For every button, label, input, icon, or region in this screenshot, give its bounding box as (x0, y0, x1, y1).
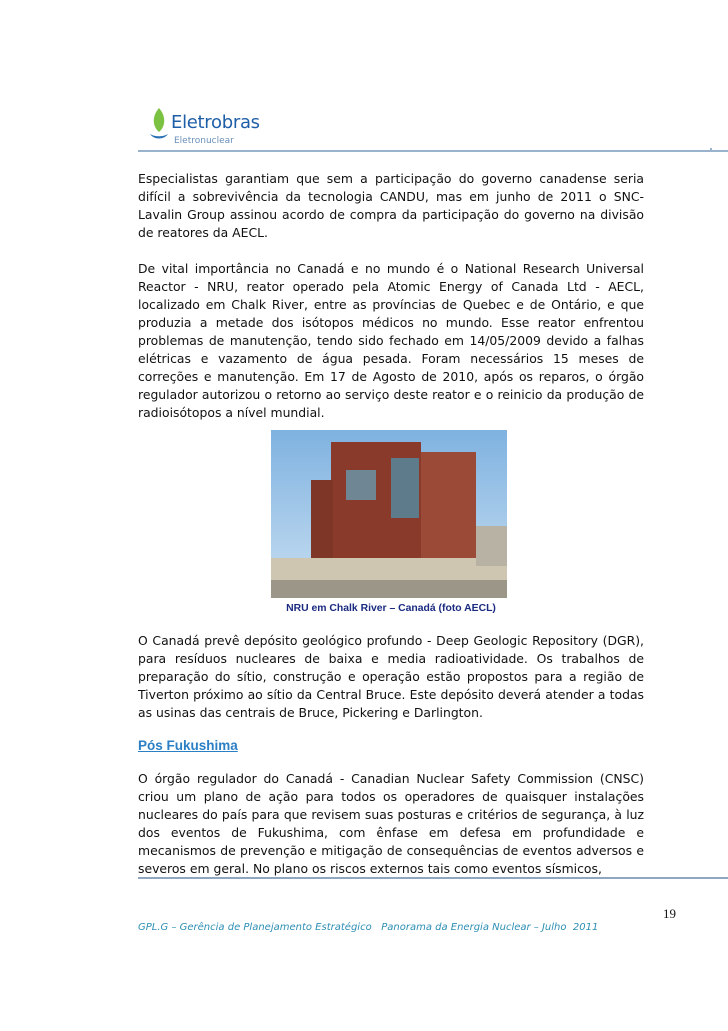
page-number: 19 (663, 906, 676, 921)
figure-caption: NRU em Chalk River – Canadá (foto AECL) (286, 603, 496, 614)
footer-text: GPL.G – Gerência de Planejamento Estratégico Panorama da Energia Nuclear – Julho 2011 (138, 922, 599, 933)
paragraph-1: Especialistas garantiam que sem a participação do governo canadense seria difícil a sobrevivência da tecnologia CANDU, mas em junho de 2011 o SNC-Lavalin Group assinou acordo de compra da participação do governo na divisão de reatores da AECL. (138, 171, 644, 240)
logo-text: Eletrobras (171, 112, 260, 133)
header-divider (138, 150, 728, 152)
eletrobras-logo (148, 96, 268, 152)
paragraph-4: O órgão regulador do Canadá - Canadian Nuclear Safety Commission (CNSC) criou um plano de ação para todos os operadores de quaisquer instalações nucleares do país para que revisem suas posturas e critérios de segurança, à luz dos eventos de Fukushima, com ênfase em defesa em profundidade e mecanismos de prevenção e mitigação de consequências de eventos adversos e severos em geral. No plano os riscos externos tais como eventos sísmicos, (138, 771, 644, 876)
eletrobras-leaf-icon (148, 106, 170, 146)
footer-divider (138, 877, 728, 879)
logo-subtext: Eletronuclear (174, 136, 234, 146)
section-heading: Pós Fukushima (138, 738, 238, 753)
paragraph-2: De vital importância no Canadá e no mundo é o National Research Universal Reactor - NRU, reator operado pela Atomic Energy of Canada Ltd - AECL, localizado em Chalk River, entre as províncias de Quebec e de Ontário, e que produzia a metade dos isótopos médicos no mundo. Esse reator enfrentou problemas de manutenção, tendo sido fechado em 14/05/2009 devido a falhas elétricas e vazamento de água pesada. Foram necessários 15 meses de correções e manutenção. Em 17 de Agosto de 2010, após os reparos, o órgão regulador autorizou o retorno ao serviço deste reator e o reinicio da produção de radioisótopos a nível mundial. (138, 261, 644, 420)
nru-reactor-photo (271, 430, 507, 598)
paragraph-3: O Canadá prevê depósito geológico profundo - Deep Geologic Repository (DGR), para resíduos nucleares de baixa e media radioatividade. Os trabalhos de preparação do sítio, construção e operação estão propostos para a região de Tiverton próximo ao sítio da Central Bruce. Este depósito deverá atender a todas as usinas das centrais de Bruce, Pickering e Darlington. (138, 633, 644, 720)
